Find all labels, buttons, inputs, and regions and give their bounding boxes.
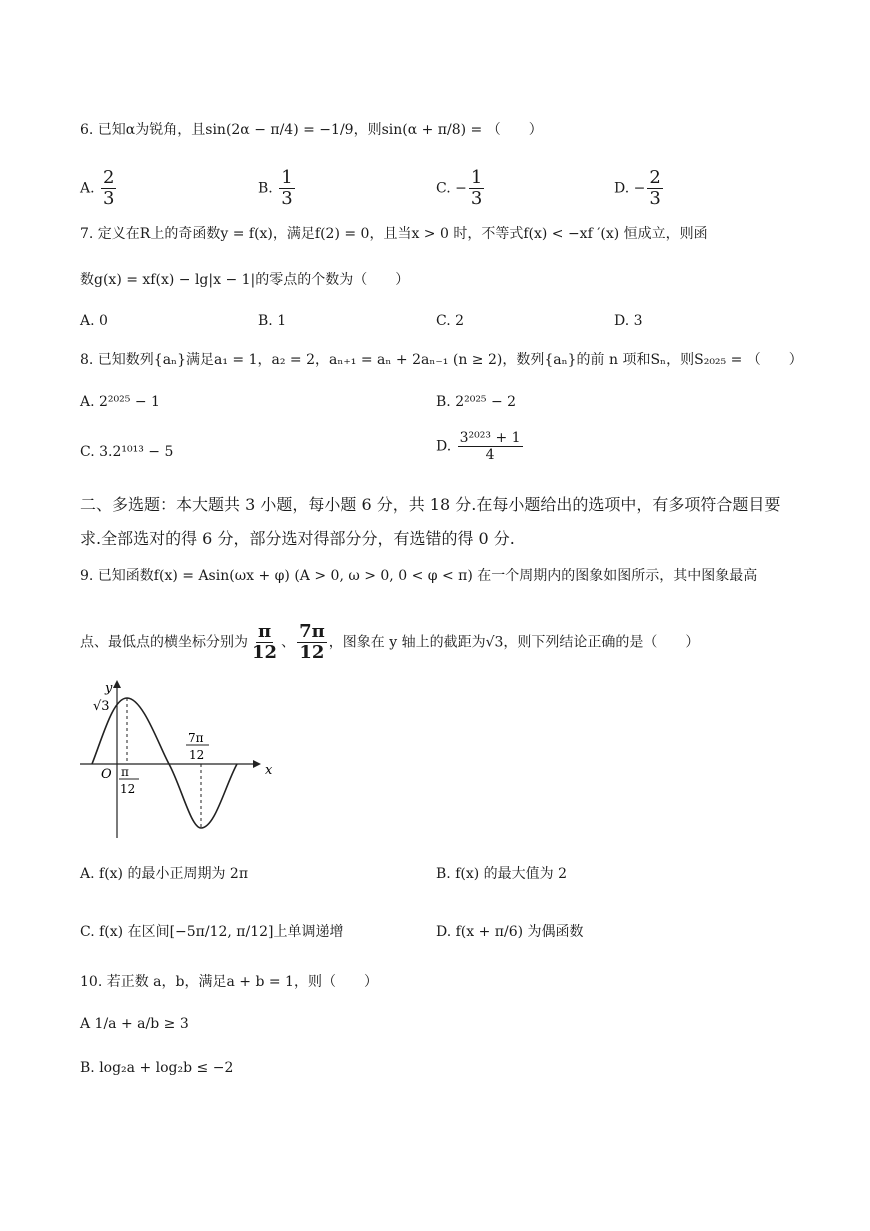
q6-option-d: [614, 168, 665, 209]
q9-frac-1-num: π: [257, 621, 272, 642]
q10-option-b: B. log₂a + log₂b ≤ −2: [80, 1060, 234, 1076]
q9-option-a: A. f(x) 的最小正周期为 2π: [80, 866, 249, 882]
sine-curve: [92, 698, 237, 828]
q7-option-d: D. 3: [614, 313, 643, 329]
q9-option-b: B. f(x) 的最大值为 2: [436, 866, 567, 882]
q6-option-d-num: 2: [649, 167, 661, 188]
graph-origin-label: O: [101, 767, 112, 782]
q9-option-d: D. f(x + π/6) 为偶函数: [436, 924, 584, 940]
q8-option-d-frac: [458, 430, 523, 463]
q8-stem: 8. 已知数列{aₙ}满足a₁ = 1，a₂ = 2，aₙ₊₁ = aₙ + 2aₙ₋₁ (n ≥ 2)，数列{aₙ}的前 n 项和Sₙ，则S₂₀₂₅ = （ ）: [80, 352, 803, 368]
q8-option-a: A. 2²⁰²⁵ − 1: [80, 394, 160, 410]
q6-option-a-frac: [101, 168, 116, 209]
q6-option-a-den: 3: [103, 188, 115, 209]
q6-option-c: [436, 168, 486, 209]
q7-option-a: A. 0: [80, 313, 108, 329]
q6-option-d-frac: [647, 168, 662, 209]
q9-option-c: C. f(x) 在区间[−5π/12, π/12]上单调递增: [80, 924, 344, 940]
q6-option-a-label: A.: [80, 180, 95, 197]
section-2-heading: 二、多选题：本大题共 3 小题，每小题 6 分，共 18 分.在每小题给出的选项中，有多项符合题目要求.全部选对的得 6 分，部分选对得部分分，有选错的得 0 分.: [80, 495, 781, 548]
graph-tick2-num: 7π: [188, 731, 204, 745]
q6-option-b-label: B.: [258, 180, 273, 197]
q8-option-d-den: 4: [485, 447, 495, 463]
y-axis-arrow: [113, 680, 121, 688]
q7-line2: 数g(x) = xf(x) − lg|x − 1|的零点的个数为（ ）: [80, 272, 410, 288]
q8-option-c: C. 3.2¹⁰¹³ − 5: [80, 444, 174, 460]
q9-frac-2-num: 7π: [299, 621, 325, 642]
q8-option-d: [436, 430, 525, 463]
q6-option-a: [80, 168, 118, 209]
q6-option-b: [258, 168, 297, 209]
q6-option-a-num: 2: [103, 167, 115, 188]
q6-option-b-num: 1: [281, 167, 293, 188]
q9-frac-1-den: 12: [252, 642, 278, 663]
q6-stem: 6. 已知α为锐角，且sin(2α − π/4) = −1/9，则sin(α + π/8) = （ ）: [80, 122, 543, 138]
q10-stem: 10. 若正数 a，b，满足a + b = 1，则（ ）: [80, 974, 378, 990]
graph-tick1-den: 12: [120, 782, 136, 796]
graph-x-label: x: [265, 763, 273, 778]
q6-option-d-den: 3: [649, 188, 661, 209]
q6-option-c-label: C.: [436, 180, 451, 197]
q6-option-b-den: 3: [281, 188, 293, 209]
q6-option-b-frac: [279, 168, 294, 209]
graph-y-tick-sqrt3: √3: [93, 699, 110, 714]
q8-option-d-label: D.: [436, 438, 452, 455]
q8-option-b: B. 2²⁰²⁵ − 2: [436, 394, 517, 410]
q9-frac-1: [250, 622, 279, 663]
q9-line1: 9. 已知函数f(x) = Asin(ωx + φ) (A > 0, ω > 0, 0 < φ < π) 在一个周期内的图象如图所示，其中图象最高: [80, 568, 758, 584]
q6-option-d-sign: −: [633, 180, 646, 197]
q9-frac-2-den: 12: [299, 642, 325, 663]
graph-tick1-num: π: [121, 765, 129, 779]
q8-option-d-num: 3²⁰²³ + 1: [459, 430, 521, 446]
q6-option-d-label: D.: [614, 180, 630, 197]
q9-separator: 、: [281, 634, 296, 651]
graph-tick2-den: 12: [189, 748, 205, 762]
q9-line2-suffix: ，图象在 y 轴上的截距为√3，则下列结论正确的是（ ）: [328, 634, 700, 651]
q7-option-c: C. 2: [436, 313, 465, 329]
q10-option-a: A 1/a + a/b ≥ 3: [80, 1016, 189, 1032]
x-axis-arrow: [253, 760, 261, 768]
q9-frac-2: [297, 622, 327, 663]
q6-option-c-frac: [469, 168, 484, 209]
q9-line2: [80, 622, 699, 663]
graph-y-label: y: [105, 681, 113, 696]
q6-option-c-sign: −: [455, 180, 467, 197]
q6-option-c-den: 3: [470, 188, 483, 209]
q7-option-b: B. 1: [258, 313, 287, 329]
q9-sine-graph: [75, 676, 275, 846]
q6-option-c-num: 1: [470, 167, 483, 188]
q9-line2-prefix: 点、最低点的横坐标分别为: [80, 634, 248, 651]
q7-line1: 7. 定义在R上的奇函数y = f(x)，满足f(2) = 0，且当x > 0 时，不等式f(x) < −xf ′(x) 恒成立，则函: [80, 226, 708, 242]
